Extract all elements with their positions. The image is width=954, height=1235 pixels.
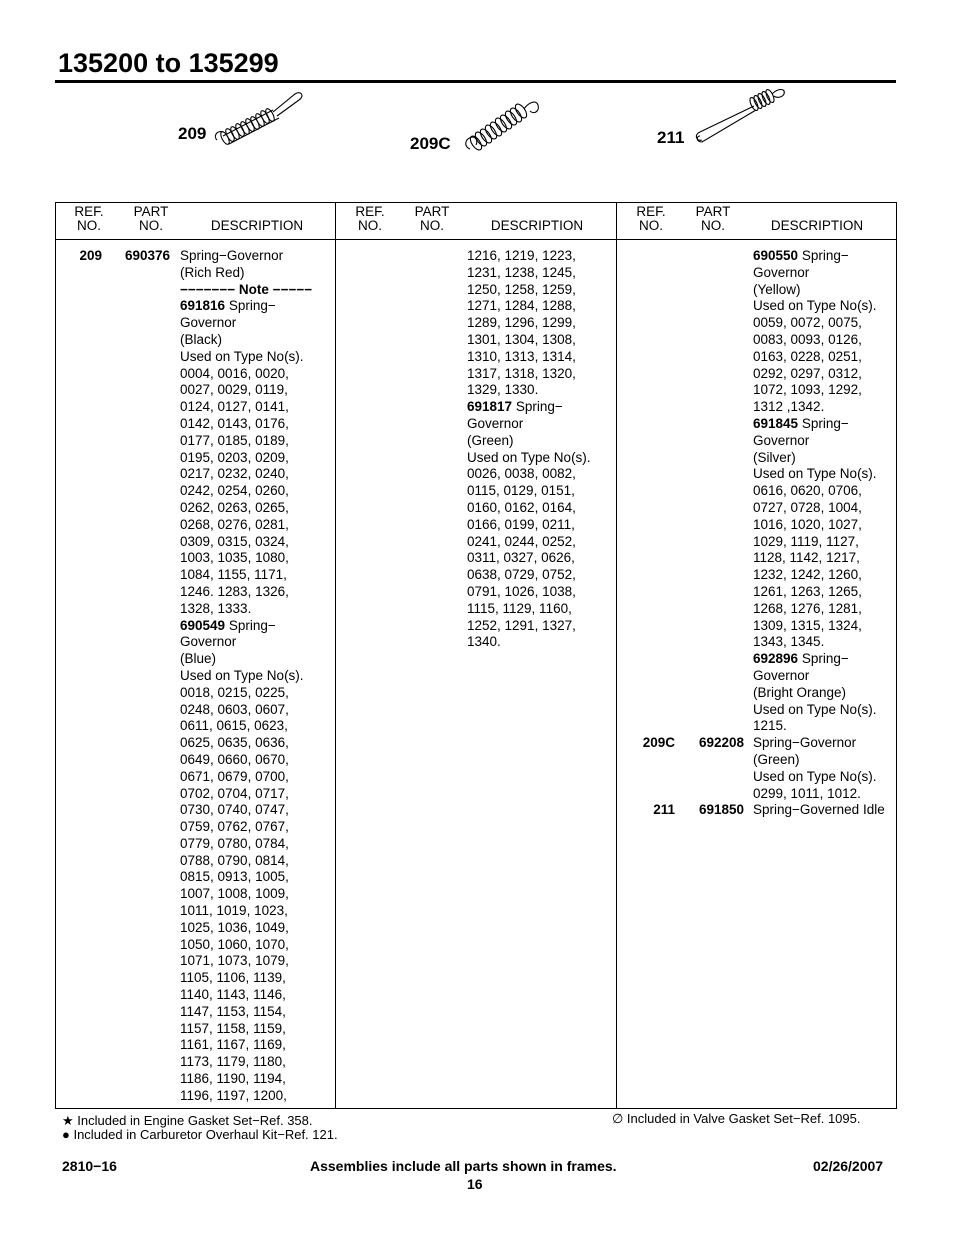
description-line: 0026, 0038, 0082, bbox=[467, 466, 576, 482]
description-line: 0242, 0254, 0260, bbox=[180, 483, 289, 499]
description-line: 0177, 0185, 0189, bbox=[180, 432, 289, 448]
description-line: 0115, 0129, 0151, bbox=[467, 483, 575, 499]
page-title: 135200 to 135299 bbox=[58, 48, 279, 78]
description-line: 0759, 0762, 0767, bbox=[180, 819, 289, 835]
description-line: Governor bbox=[180, 634, 237, 650]
description-line: 691817 Spring− bbox=[467, 399, 563, 415]
description-line: 0083, 0093, 0126, bbox=[753, 331, 862, 347]
description-line: 0166, 0199, 0211, bbox=[467, 516, 575, 532]
description-line: (Green) bbox=[467, 432, 514, 448]
header-description: DESCRIPTION bbox=[770, 218, 864, 233]
description-line: 1301, 1304, 1308, bbox=[467, 331, 576, 347]
description-line: Spring−Governor bbox=[753, 735, 857, 751]
ref-number: 209C bbox=[642, 735, 675, 751]
description-line: 1071, 1073, 1079, bbox=[180, 953, 289, 969]
description-line: 1232, 1242, 1260, bbox=[753, 567, 862, 583]
description-line: Governor bbox=[467, 415, 524, 431]
header-part-no: PART NO. bbox=[695, 204, 731, 233]
description-line: 0217, 0232, 0240, bbox=[180, 466, 289, 482]
description-line: 0059, 0072, 0075, bbox=[753, 315, 862, 331]
description-line: 0018, 0215, 0225, bbox=[180, 684, 289, 700]
ref-number: 211 bbox=[653, 802, 675, 818]
description-line: Governor bbox=[180, 315, 237, 331]
description-line: 0625, 0635, 0636, bbox=[180, 735, 289, 751]
figure-label-211: 211 bbox=[657, 128, 685, 147]
description-line: 1231, 1238, 1245, bbox=[467, 264, 576, 280]
description-line: 1216, 1219, 1223, bbox=[467, 248, 576, 263]
description-line: 1312 ,1342. bbox=[753, 399, 825, 415]
description-line: 1147, 1153, 1154, bbox=[180, 1003, 286, 1019]
alt-part-number: 691816 bbox=[180, 298, 226, 314]
description-line: 0671, 0679, 0700, bbox=[180, 768, 289, 784]
description-line: 1340. bbox=[467, 634, 501, 650]
description-line: 1328, 1333. bbox=[180, 600, 252, 616]
description-line: 1309, 1315, 1324, bbox=[753, 617, 862, 633]
description-line: (Bright Orange) bbox=[753, 684, 847, 700]
description-line: Spring−Governor bbox=[180, 248, 284, 263]
description-line: 1246. 1283, 1326, bbox=[180, 583, 289, 599]
description-line: Governor bbox=[753, 432, 810, 448]
description-line: Used on Type No(s). bbox=[180, 348, 304, 364]
description-line: Used on Type No(s). bbox=[753, 768, 877, 784]
description-line: (Silver) bbox=[753, 449, 796, 465]
description-line: 1250, 1258, 1259, bbox=[467, 281, 576, 297]
header-ref-no: REF. NO. bbox=[74, 204, 104, 233]
description-line: 1343, 1345. bbox=[753, 634, 825, 650]
legend-engine-gasket: ★ Included in Engine Gasket Set−Ref. 358. bbox=[62, 1113, 313, 1128]
column-divider bbox=[335, 203, 336, 1108]
ref-number: 209 bbox=[79, 248, 102, 263]
description-line: 1157, 1158, 1159, bbox=[180, 1020, 286, 1036]
description-line: 0004, 0016, 0020, bbox=[180, 365, 289, 381]
description-line: Spring−Governed Idle bbox=[753, 802, 885, 818]
alt-part-number: 690550 bbox=[753, 248, 799, 263]
figure-label-209: 209 bbox=[178, 124, 207, 143]
description-line: Used on Type No(s). bbox=[180, 667, 304, 683]
description-line: 0815, 0913, 1005, bbox=[180, 869, 289, 885]
description-line: 1140, 1143, 1146, bbox=[180, 987, 286, 1003]
description-line: 0195, 0203, 0209, bbox=[180, 449, 289, 465]
description-line: 1215. bbox=[753, 718, 787, 734]
description-line: 0248, 0603, 0607, bbox=[180, 701, 289, 717]
description-line: 1173, 1179, 1180, bbox=[180, 1054, 286, 1070]
footer-note: Assemblies include all parts shown in frames. bbox=[310, 1158, 617, 1174]
description-line: 1161, 1167, 1169, bbox=[180, 1037, 286, 1053]
description-line: 0611, 0615, 0623, bbox=[180, 718, 288, 734]
description-line: 0142, 0143, 0176, bbox=[180, 415, 289, 431]
description-line: 692896 Spring− bbox=[753, 651, 849, 667]
description-line: 1016, 1020, 1027, bbox=[753, 516, 862, 532]
description-line: Used on Type No(s). bbox=[467, 449, 591, 465]
description-column-2 bbox=[467, 248, 591, 651]
description-line: 1105, 1106, 1139, bbox=[180, 970, 286, 986]
spring-icon bbox=[213, 88, 305, 146]
header-part-no: PART NO. bbox=[414, 204, 450, 233]
header-description: DESCRIPTION bbox=[490, 218, 584, 233]
part-number: 692208 bbox=[698, 735, 744, 751]
description-line: (Rich Red) bbox=[180, 264, 245, 280]
description-line: 1186, 1190, 1194, bbox=[180, 1071, 286, 1087]
description-line: 0163, 0228, 0251, bbox=[753, 348, 862, 364]
description-line: 0779, 0780, 0784, bbox=[180, 835, 289, 851]
description-column-1 bbox=[180, 248, 312, 1105]
description-line: 1271, 1284, 1288, bbox=[467, 298, 576, 314]
description-line: 0292, 0297, 0312, bbox=[753, 365, 862, 381]
description-line: 1084, 1155, 1171, bbox=[180, 567, 287, 583]
page-number: 16 bbox=[467, 1176, 483, 1192]
description-line: 0268, 0276, 0281, bbox=[180, 516, 289, 532]
description-line: 0160, 0162, 0164, bbox=[467, 499, 576, 515]
description-line: 0616, 0620, 0706, bbox=[753, 483, 862, 499]
column-divider bbox=[616, 203, 617, 1108]
figure-label-209c: 209C bbox=[410, 134, 451, 153]
title-rule bbox=[55, 80, 896, 83]
header-rule bbox=[56, 239, 896, 240]
alt-part-number: 692896 bbox=[753, 651, 799, 667]
description-line: 691845 Spring− bbox=[753, 415, 849, 431]
description-line: 1261, 1263, 1265, bbox=[753, 583, 862, 599]
description-line: 0788, 0790, 0814, bbox=[180, 852, 289, 868]
note-line: −−−−−−− Note −−−−− bbox=[180, 281, 313, 297]
description-line: 0241, 0244, 0252, bbox=[467, 533, 576, 549]
description-line: 1029, 1119, 1127, bbox=[753, 533, 859, 549]
description-line: 0702, 0704, 0717, bbox=[180, 785, 289, 801]
description-line: 1329, 1330. bbox=[467, 382, 539, 398]
description-line: 1007, 1008, 1009, bbox=[180, 886, 289, 902]
description-line: Governor bbox=[753, 264, 810, 280]
description-line: 1072, 1093, 1292, bbox=[753, 382, 862, 398]
document-number: 2810−16 bbox=[62, 1158, 117, 1174]
description-line: 0791, 1026, 1038, bbox=[467, 583, 576, 599]
footer-date: 02/26/2007 bbox=[813, 1158, 884, 1174]
header-ref-no: REF. NO. bbox=[355, 204, 385, 233]
description-line: 0309, 0315, 0324, bbox=[180, 533, 289, 549]
description-line: (Blue) bbox=[180, 651, 217, 667]
legend-carburetor-kit: ● Included in Carburetor Overhaul Kit−Ref. 121. bbox=[62, 1127, 338, 1142]
description-line: 690549 Spring− bbox=[180, 617, 276, 633]
description-line: 0299, 1011, 1012. bbox=[753, 785, 861, 801]
description-line: 1115, 1129, 1160, bbox=[467, 600, 572, 616]
part-number: 690376 bbox=[124, 248, 170, 263]
description-line: (Green) bbox=[753, 751, 800, 767]
description-line: 1128, 1142, 1217, bbox=[753, 550, 860, 566]
description-line: 1268, 1276, 1281, bbox=[753, 600, 862, 616]
description-line: 1289, 1296, 1299, bbox=[467, 315, 576, 331]
alt-part-number: 691845 bbox=[753, 415, 799, 431]
description-line: 1196, 1197, 1200, bbox=[180, 1087, 287, 1103]
description-line: 1252, 1291, 1327, bbox=[467, 617, 576, 633]
part-number: 691850 bbox=[698, 802, 744, 818]
description-line: Used on Type No(s). bbox=[753, 298, 877, 314]
description-line: 0124, 0127, 0141, bbox=[180, 399, 289, 415]
description-line: 1317, 1318, 1320, bbox=[467, 365, 576, 381]
legend-valve-gasket: ∅ Included in Valve Gasket Set−Ref. 1095. bbox=[612, 1111, 861, 1126]
description-line: 1025, 1036, 1049, bbox=[180, 919, 289, 935]
description-line: 0027, 0029, 0119, bbox=[180, 382, 288, 398]
description-line: 691816 Spring− bbox=[180, 298, 276, 314]
header-ref-no: REF. NO. bbox=[636, 204, 666, 233]
description-line: 0649, 0660, 0670, bbox=[180, 751, 289, 767]
description-line: Used on Type No(s). bbox=[753, 701, 877, 717]
description-line: 1310, 1313, 1314, bbox=[467, 348, 576, 364]
description-line: 0727, 0728, 1004, bbox=[753, 499, 862, 515]
description-line: 0262, 0263, 0265, bbox=[180, 499, 289, 515]
description-line: (Black) bbox=[180, 331, 223, 347]
description-line: 1050, 1060, 1070, bbox=[180, 936, 289, 952]
alt-part-number: 691817 bbox=[467, 399, 513, 415]
description-line: 0730, 0740, 0747, bbox=[180, 802, 289, 818]
description-line: 690550 Spring− bbox=[753, 248, 849, 263]
alt-part-number: 690549 bbox=[180, 617, 226, 633]
description-line: Used on Type No(s). bbox=[753, 466, 877, 482]
description-line: (Yellow) bbox=[753, 281, 801, 297]
header-description: DESCRIPTION bbox=[210, 218, 304, 233]
description-line: 0638, 0729, 0752, bbox=[467, 567, 576, 583]
description-line: 1011, 1019, 1023, bbox=[180, 903, 288, 919]
parts-table bbox=[55, 202, 897, 1109]
idle-spring-icon bbox=[692, 84, 788, 146]
description-column-3 bbox=[753, 248, 885, 819]
description-line: 0311, 0327, 0626, bbox=[467, 550, 575, 566]
description-line: 1003, 1035, 1080, bbox=[180, 550, 289, 566]
description-line: Governor bbox=[753, 667, 810, 683]
spring-icon bbox=[462, 97, 542, 155]
header-part-no: PART NO. bbox=[133, 204, 169, 233]
